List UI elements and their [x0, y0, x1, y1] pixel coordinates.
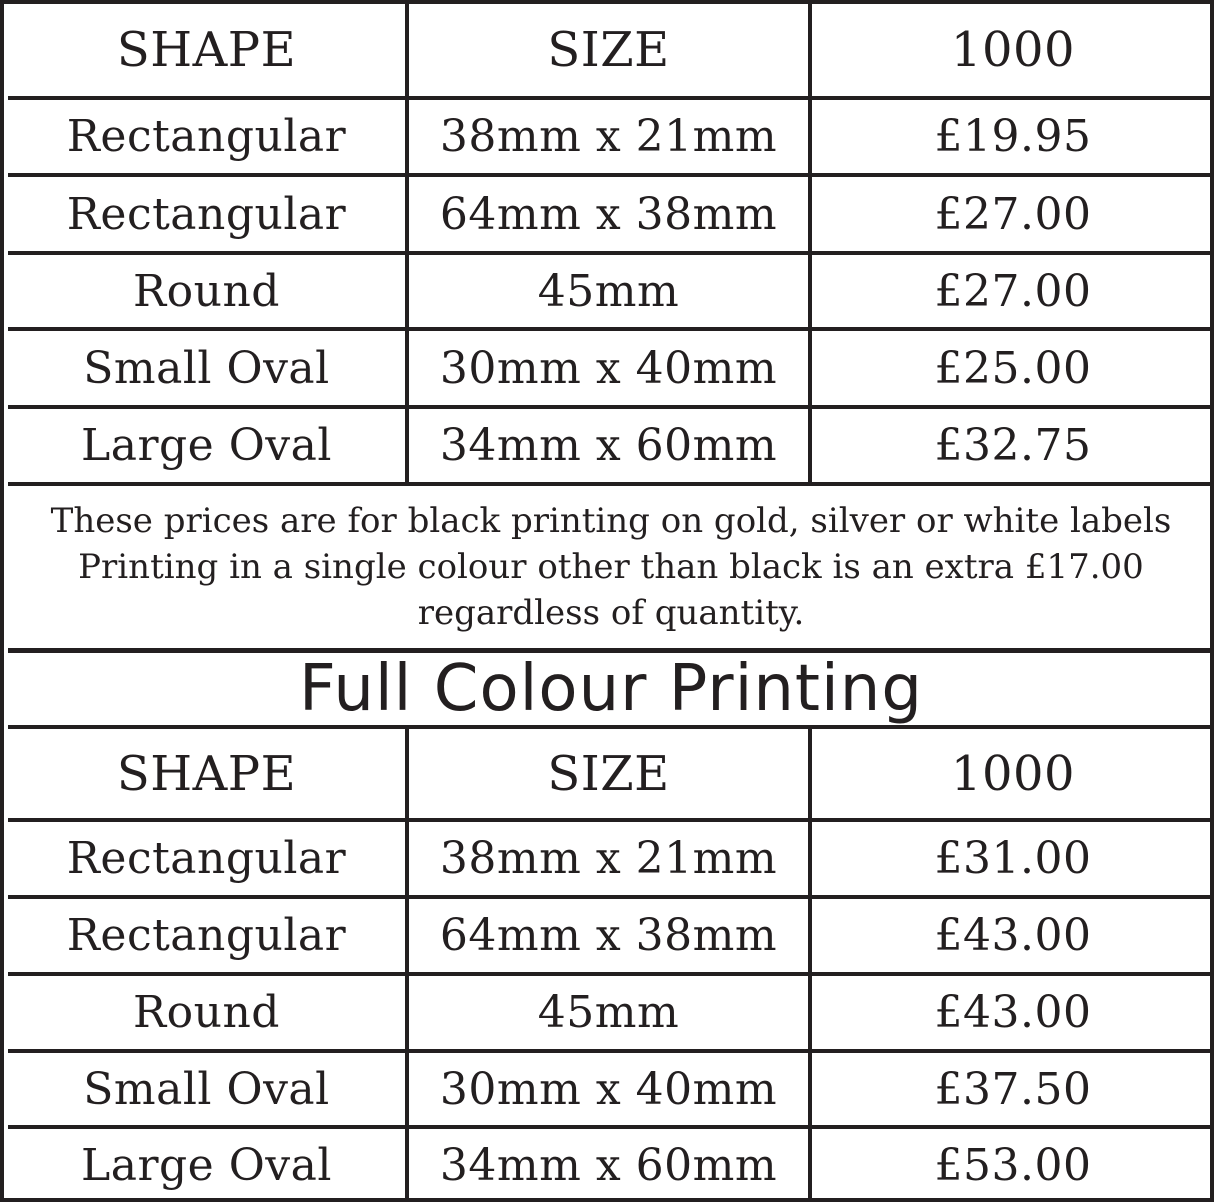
table-row — [8, 1129, 1214, 1202]
table2-header-quantity: 1000 — [950, 745, 1076, 802]
table2-header-row — [8, 729, 1214, 822]
shape-cell: Round — [8, 255, 409, 327]
size-cell: 34mm x 60mm — [409, 1129, 812, 1202]
shape-cell: Large Oval — [8, 409, 409, 482]
price-cell: £53.00 — [934, 1140, 1092, 1191]
notes-line-1: These prices are for black printing on gold, silver or white labels — [50, 501, 1172, 541]
size-cell: 45mm — [409, 255, 812, 327]
price-cell: £31.00 — [934, 833, 1092, 884]
size-cell: 30mm x 40mm — [409, 1053, 812, 1125]
shape-cell: Round — [8, 976, 409, 1049]
shape-cell: Rectangular — [8, 899, 409, 972]
price-cell: £27.00 — [934, 265, 1092, 317]
size-cell: 45mm — [409, 976, 812, 1049]
table2-header-shape: SHAPE — [8, 729, 409, 818]
section-title: Full Colour Printing — [8, 653, 1214, 729]
notes-line-2: Printing in a single colour other than black is an extra £17.00 — [78, 547, 1144, 587]
table-row — [8, 100, 1214, 177]
price-cell: £27.00 — [934, 188, 1092, 240]
price-cell: £25.00 — [934, 342, 1092, 394]
notes-line-3: regardless of quantity. — [417, 593, 805, 633]
pricing-notes — [8, 486, 1214, 653]
shape-cell: Rectangular — [8, 177, 409, 251]
table1-header-quantity: 1000 — [950, 22, 1076, 78]
shape-cell: Rectangular — [8, 100, 409, 173]
price-cell: £43.00 — [934, 987, 1092, 1038]
size-cell: 64mm x 38mm — [409, 177, 812, 251]
table2-header-size: SIZE — [409, 729, 812, 818]
price-cell: £19.95 — [934, 111, 1092, 162]
size-cell: 38mm x 21mm — [409, 822, 812, 895]
price-cell: £32.75 — [934, 420, 1092, 471]
table-row — [8, 976, 1214, 1053]
size-cell: 64mm x 38mm — [409, 899, 812, 972]
table-row — [8, 255, 1214, 331]
table1-header-shape: SHAPE — [8, 4, 409, 96]
table-row — [8, 331, 1214, 409]
shape-cell: Small Oval — [8, 331, 409, 405]
price-cell: £37.50 — [934, 1063, 1092, 1115]
table1-header-row — [8, 4, 1214, 100]
table-row — [8, 177, 1214, 255]
shape-cell: Small Oval — [8, 1053, 409, 1125]
price-cell: £43.00 — [934, 910, 1092, 961]
size-cell: 30mm x 40mm — [409, 331, 812, 405]
table-row — [8, 899, 1214, 976]
shape-cell: Rectangular — [8, 822, 409, 895]
size-cell: 38mm x 21mm — [409, 100, 812, 173]
size-cell: 34mm x 60mm — [409, 409, 812, 482]
table-row — [8, 822, 1214, 899]
table1-header-size: SIZE — [409, 4, 812, 96]
table-row — [8, 409, 1214, 486]
table-row — [8, 1053, 1214, 1129]
shape-cell: Large Oval — [8, 1129, 409, 1202]
